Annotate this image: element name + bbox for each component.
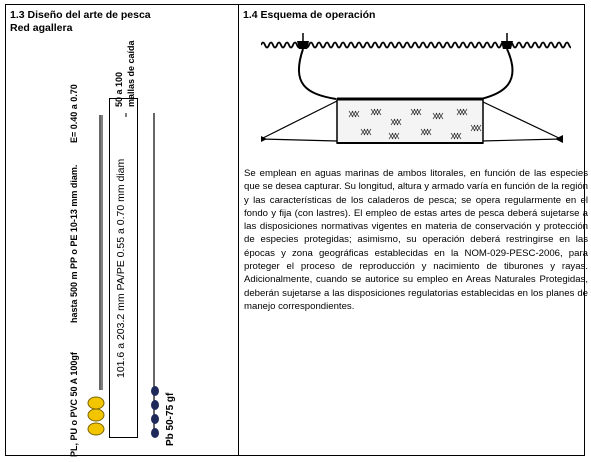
sinker-icon bbox=[151, 386, 159, 396]
operation-scheme-diagram bbox=[261, 29, 571, 149]
sinker-icon bbox=[151, 400, 159, 410]
twine-diameter-label: E= 0.40 a 0.70 bbox=[69, 84, 79, 143]
gear-name: Red agallera bbox=[10, 22, 73, 34]
anchor-line-right-bottom bbox=[481, 139, 561, 141]
buoy-icon bbox=[501, 41, 513, 49]
anchor-line-left-top bbox=[261, 101, 337, 139]
gear-design-panel bbox=[6, 5, 238, 455]
right-buoy bbox=[501, 33, 513, 49]
sinker-icon bbox=[151, 428, 159, 438]
sinkers bbox=[151, 386, 159, 438]
buoy-line-right bbox=[481, 49, 513, 99]
floats bbox=[88, 397, 104, 435]
left-buoy bbox=[297, 33, 309, 49]
mesh-size-label: 101.6 a 203.2 mm PA/PE 0.55 a 0.70 mm diam bbox=[115, 158, 127, 378]
buoy-line-left bbox=[299, 49, 336, 99]
section-title-operation: 1.4 Esquema de operación bbox=[243, 9, 376, 21]
float-icon bbox=[88, 397, 104, 409]
operation-description: Se emplean en aguas marinas de ambos litorales, en función de las especies que se desea capturar. Su longitud, altura y armado varía en función de la región y las características de los caladeros de pesca; se opera regularmente en el fondo y fija (con lastres). El empleo de estas artes de pesca deberá sujetarse a las disposiciones normativas vigentes en materia de conservación y protección de especies protegidas; asimismo, su operación deberá restringirse en las épocas y zona geográficas establecidas en la NOM-029-PESC-2006, para proteger el proceso de reproducción y nacimiento de tiburones y rayas. Adicionalmente, cuando se autorice su empleo en Areas Naturales Protegidas, deberán sujetarse a las disposiciones regulatorias establecidas en los planes de manejo correspondientes. bbox=[244, 168, 588, 312]
anchor-line-right-top bbox=[481, 101, 561, 139]
mesh-depth-unit-label: mallas de caída bbox=[126, 40, 136, 107]
headline-length-label: hasta 500 m PP o PE 10-13 mm diam. bbox=[69, 164, 79, 323]
sinker-icon bbox=[151, 414, 159, 424]
float-icon bbox=[88, 409, 104, 421]
sinker-weight-label: Pb 50-75 gf bbox=[165, 392, 176, 446]
mesh-depth-label: 50 a 100 bbox=[114, 71, 124, 107]
document-table bbox=[5, 4, 588, 457]
section-title-design: 1.3 Diseño del arte de pesca bbox=[10, 9, 151, 21]
float-material-label: PL, PU o PVC 50 A 100gf bbox=[69, 352, 79, 457]
gillnet-icon bbox=[337, 99, 483, 143]
operation-panel bbox=[239, 5, 588, 455]
buoy-icon bbox=[297, 41, 309, 49]
float-icon bbox=[88, 423, 104, 435]
anchor-line-left-bottom bbox=[261, 139, 337, 141]
